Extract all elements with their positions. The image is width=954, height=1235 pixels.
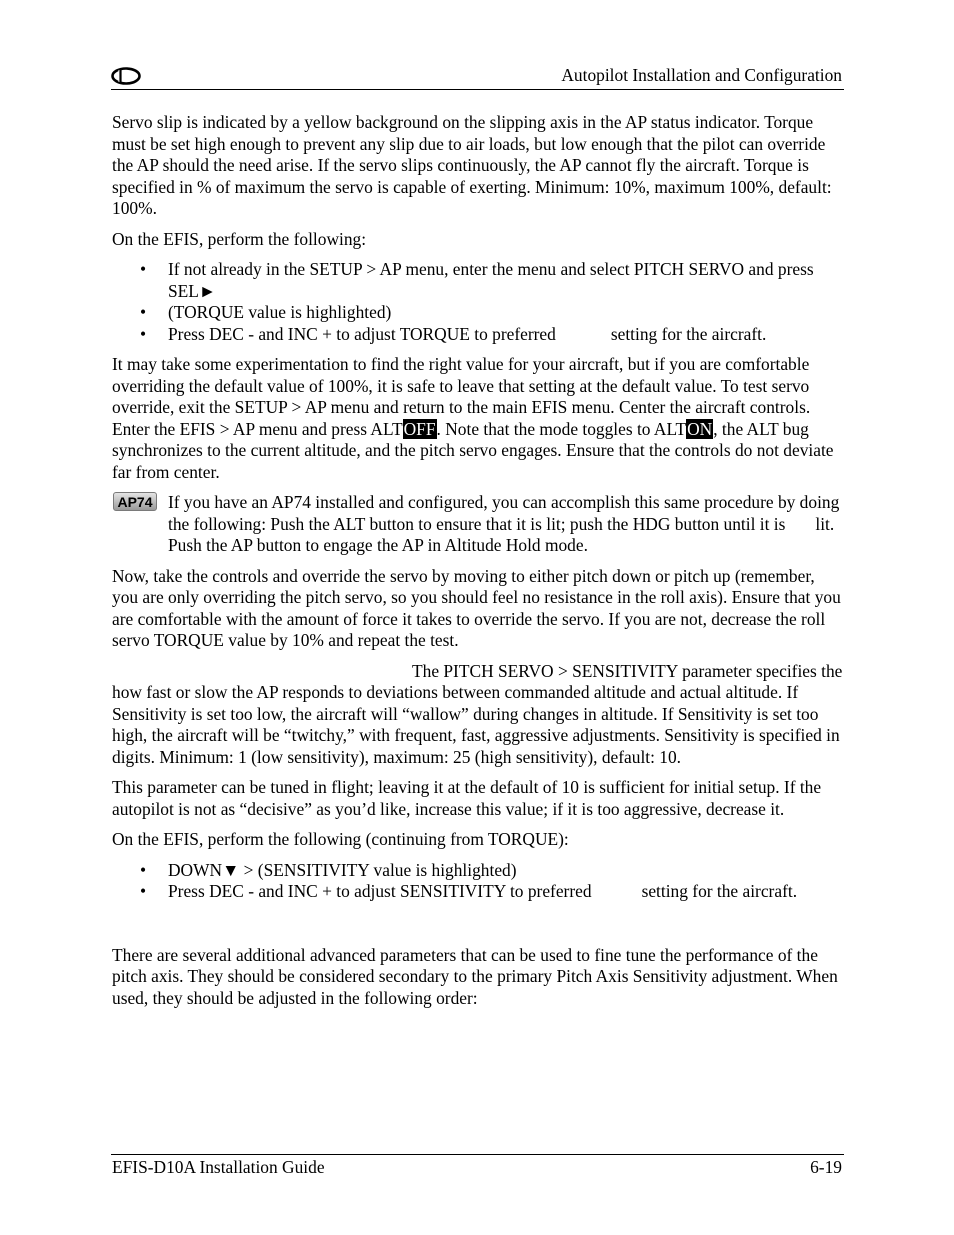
list-item-text: setting for the aircraft. [610,323,767,344]
list-item [112,302,844,324]
list-item [112,860,844,882]
section-spacer [112,912,844,945]
list-item-text: setting for the aircraft. [641,881,798,901]
footer-divider [111,1154,844,1155]
paragraph-tuning: This parameter can be tuned in flight; leaving it at the default of 10 is sufficient for initial setup. If the autopilot is not as “decisive” as you’d like, increase this value; if it is too aggressive, decrease it. [112,777,822,819]
bullet-glyph: • [140,323,147,344]
paragraph-override-test: Now, take the controls and override the servo by moving to either pitch down or pitch up (remember, you are only overriding the pitch servo, so you should feel no resistance in the roll axis). Ensure that you are comfortable with the amount of force it takes to override the servo. If you are not, decrease the roll servo TORQUE value by 10% and repeat the test. [112,565,841,650]
torque-steps-list [112,259,844,345]
note-text: lit. Push the AP button to engage the AP in Altitude Hold mode. [168,513,835,555]
ap74-badge-icon: AP74 [113,492,157,511]
paragraph-servo-override: It may take some experimentation to find the right value for your aircraft, but if you are comfortable overriding the default value of 100%, it is safe to leave that setting at the default value. To test servo override, exit the SETUP > AP menu and return to the main EFIS menu. Center the aircraft controls. Enter the EFIS > AP menu and press ALTOFF. Note that the mode toggles to ALTON, the ALT bug synchronizes to the current altitude, and the pitch servo engages. Ensure that the controls do not deviate far from center. [112,354,834,482]
header-title: Autopilot Installation and Configuration [561,65,842,85]
header-divider [111,89,844,90]
bullet-glyph: • [140,881,147,901]
list-item-text: Press DEC - and INC + to adjust TORQUE to preferred [168,323,556,344]
bullet-glyph: • [140,259,147,279]
note-text: If you have an AP74 installed and configured, you can accomplish this same procedure by doing the following: Push the ALT button to ensure that it is lit; push the HDG button until it is [168,492,840,534]
list-item-text: Press DEC - and INC + to adjust SENSITIVITY to preferred [168,881,592,901]
bullet-glyph: • [140,302,147,322]
list-item [112,324,844,346]
ap74-note [112,492,844,557]
alt-off-indicator: OFF [403,418,436,439]
paragraph-advanced-parameters: There are several additional advanced parameters that can be used to fine tune the performance of the pitch axis. They should be considered secondary to the primary Pitch Axis Sensitivity adjustment. When used, they should be adjusted in the following order: [112,944,838,1008]
list-item-text: (TORQUE value is highlighted) [168,302,392,322]
sensitivity-steps-list [112,860,844,903]
list-item [112,881,844,903]
paragraph-efis-intro: On the EFIS, perform the following: [112,228,367,249]
footer-document-title: EFIS-D10A Installation Guide [112,1157,325,1177]
list-item-text: DOWN▼ > (SENSITIVITY value is highlighted) [168,859,517,880]
bullet-glyph: • [140,859,147,880]
list-item-text: If not already in the SETUP > AP menu, enter the menu and select PITCH SERVO and press SEL► [168,259,814,301]
paragraph-sensitivity: The PITCH SERVO > SENSITIVITY parameter specifies the how fast or slow the AP responds to deviations between commanded altitude and actual altitude. If Sensitivity is set too low, the aircraft will “wallow” during changes in altitude. If Sensitivity is set too high, the aircraft will be “twitchy,” with frequent, fast, aggressive adjustments. Sensitivity is specified in digits. Minimum: 1 (low sensitivity), maximum: 25 (high sensitivity), default: 10. [112,660,843,767]
alt-on-indicator: ON [687,418,713,439]
page-content [112,112,844,1018]
list-item [112,259,844,302]
paragraph-efis-continue: On the EFIS, perform the following (continuing from TORQUE): [112,829,569,849]
page-number: 6-19 [810,1157,842,1177]
paragraph-servo-slip: Servo slip is indicated by a yellow background on the slipping axis in the AP status indicator. Torque must be set high enough to prevent any slip due to air loads, but low enough that the pilot can override the AP should the need arise. If the servo slips continuously, the AP cannot fly the aircraft. Torque is specified in % of maximum the servo is capable of exerting. Minimum: 10%, maximum 100%, default: 100%. [112,112,832,218]
dynon-logo-icon [111,66,141,86]
